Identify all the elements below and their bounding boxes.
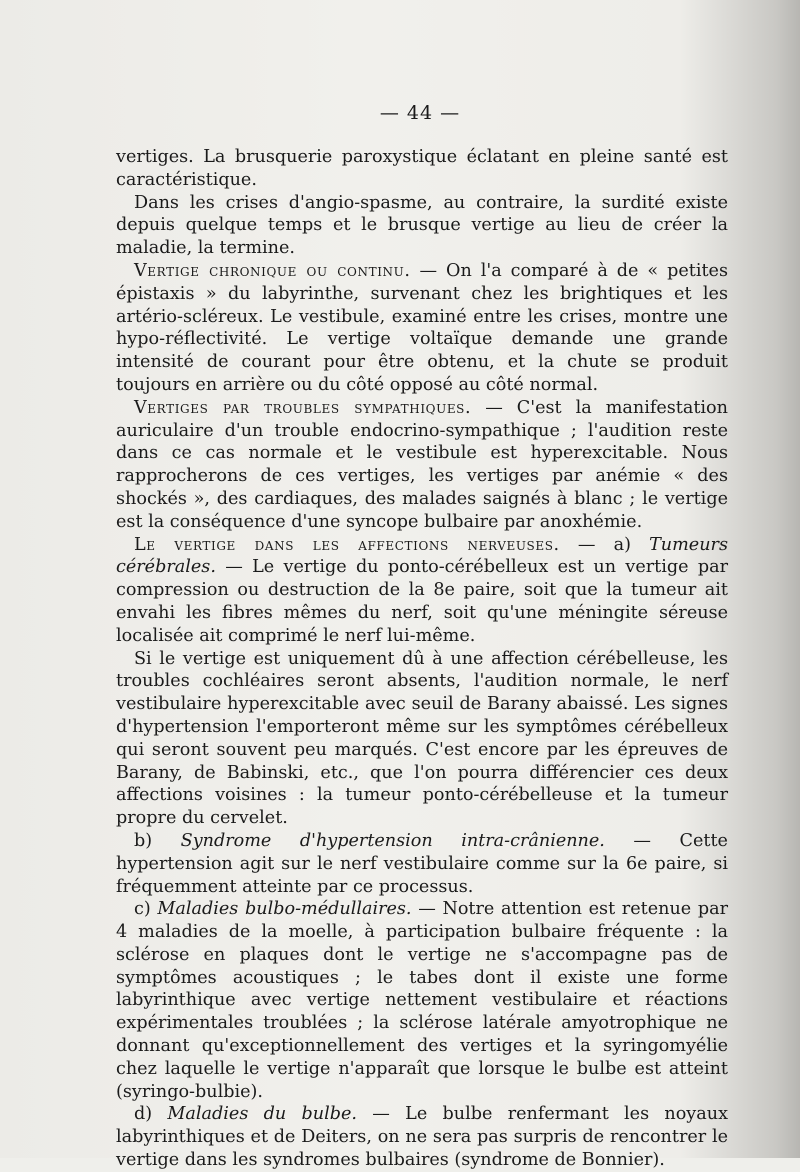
paragraph-5-text: — Le vertige du ponto-cérébelleux est un vertige par compression ou destruction de la 8e paire, soit que la tumeur ait envahi les fibres mêmes du nerf, soit qu'une méningite séreuse localisée ait comprimé le nerf lui-même. bbox=[116, 557, 728, 646]
paragraph-7-text: — Cette hypertension agit sur le nerf vestibulaire comme sur la 6e paire, si fréquemment atteinte par ce processus. bbox=[116, 830, 728, 897]
subsection-title-d: Maladies du bulbe. bbox=[167, 1104, 357, 1125]
paragraph-7 bbox=[116, 830, 728, 898]
subsection-label-b: b) bbox=[134, 830, 181, 851]
paragraph-4-text: — C'est la manifestation auriculaire d'un trouble endocrino-sympathique ; l'audition reste dans ce cas normale et le vestibule est hyperexcitable. Nous rapprocherons de ces vertiges, les vertiges par anémie « des shockés », des cardiaques, des malades saignés à blanc ; le vertige est la conséquence d'une syncope bulbaire par anoxhémie. bbox=[116, 397, 728, 532]
paragraph-5 bbox=[116, 534, 728, 648]
subsection-label-d: d) bbox=[134, 1104, 168, 1125]
body-text bbox=[116, 146, 728, 1172]
paragraph-1-text: vertiges. La brusquerie paroxystique éclatant en pleine santé est caractéristique. bbox=[116, 147, 728, 190]
subsection-title-c: Maladies bulbo-médullaires. bbox=[157, 899, 412, 920]
paragraph-3 bbox=[116, 260, 728, 397]
section-heading-nervous: Le vertige dans les affections nerveuses. bbox=[134, 534, 560, 555]
paragraph-4 bbox=[116, 397, 728, 534]
paragraph-1 bbox=[116, 146, 728, 192]
page-number: — 44 — bbox=[379, 102, 461, 124]
paragraph-8-text: — Notre attention est retenue par 4 maladies de la moelle, à participation bulbaire fréquente : la sclérose en plaques dont le vertige ne s'accompagne pas de symptômes acoustiques ; le tabes dont il existe une forme labyrinthique avec vertige nettement vestibulaire et réactions expérimentales troublées ; la sclérose latérale amyotrophique ne donnant qu'exceptionnellement des vertiges et la syringomyélie chez laquelle le vertige n'apparaît que lorsque le bulbe est atteint (syringo-bulbie). bbox=[116, 899, 729, 1102]
subsection-label-a: — a) bbox=[559, 534, 650, 555]
subsection-label-c: c) bbox=[134, 899, 158, 920]
paragraph-8 bbox=[116, 898, 728, 1103]
paragraph-9 bbox=[116, 1103, 728, 1171]
paragraph-2-text: Dans les crises d'angio-spasme, au contraire, la surdité existe depuis quelque temps et le brusque vertige au lieu de créer la maladie, la termine. bbox=[116, 192, 728, 259]
section-heading-sympathetic: Vertiges par troubles sympathiques. bbox=[134, 397, 472, 418]
paragraph-6 bbox=[116, 648, 728, 830]
section-heading-chronic-vertigo: Vertige chronique ou continu. bbox=[134, 260, 411, 281]
subsection-title-b: Syndrome d'hypertension intra-crânienne. bbox=[180, 830, 605, 851]
paragraph-6-text: Si le vertige est uniquement dû à une affection cérébelleuse, les troubles cochléaires seront absents, l'audition normale, le nerf vestibulaire hyperexcitable avec seuil de Barany abaissé. Les signes d'hypertension l'emporteront même sur les symptômes cérébelleux qui seront souvent peu marqués. C'est encore par les épreuves de Barany, de Babinski, etc., que l'on pourra différencier ces deux affections voisines : la tumeur ponto-cérébelleuse et la tumeur propre du cervelet. bbox=[116, 648, 728, 829]
paragraph-9-text: — Le bulbe renfermant les noyaux labyrinthiques et de Deiters, on ne sera pas surpris de rencontrer le vertige dans les syndromes bulbaires (syndrome de Bonnier). bbox=[116, 1104, 728, 1171]
subsection-title-a: Tumeurs cérébrales. bbox=[116, 534, 728, 578]
paragraph-2 bbox=[116, 192, 728, 260]
paragraph-3-text: — On l'a comparé à de « petites épistaxis » du labyrinthe, survenant chez les brightiques et les artério-scléreux. Le vestibule, examiné entre les crises, montre une hypo-réflectivité. Le vertige voltaïque demande une grande intensité de courant pour être obtenu, et la chute se produit toujours en arrière ou du côté opposé au côté normal. bbox=[116, 260, 728, 395]
